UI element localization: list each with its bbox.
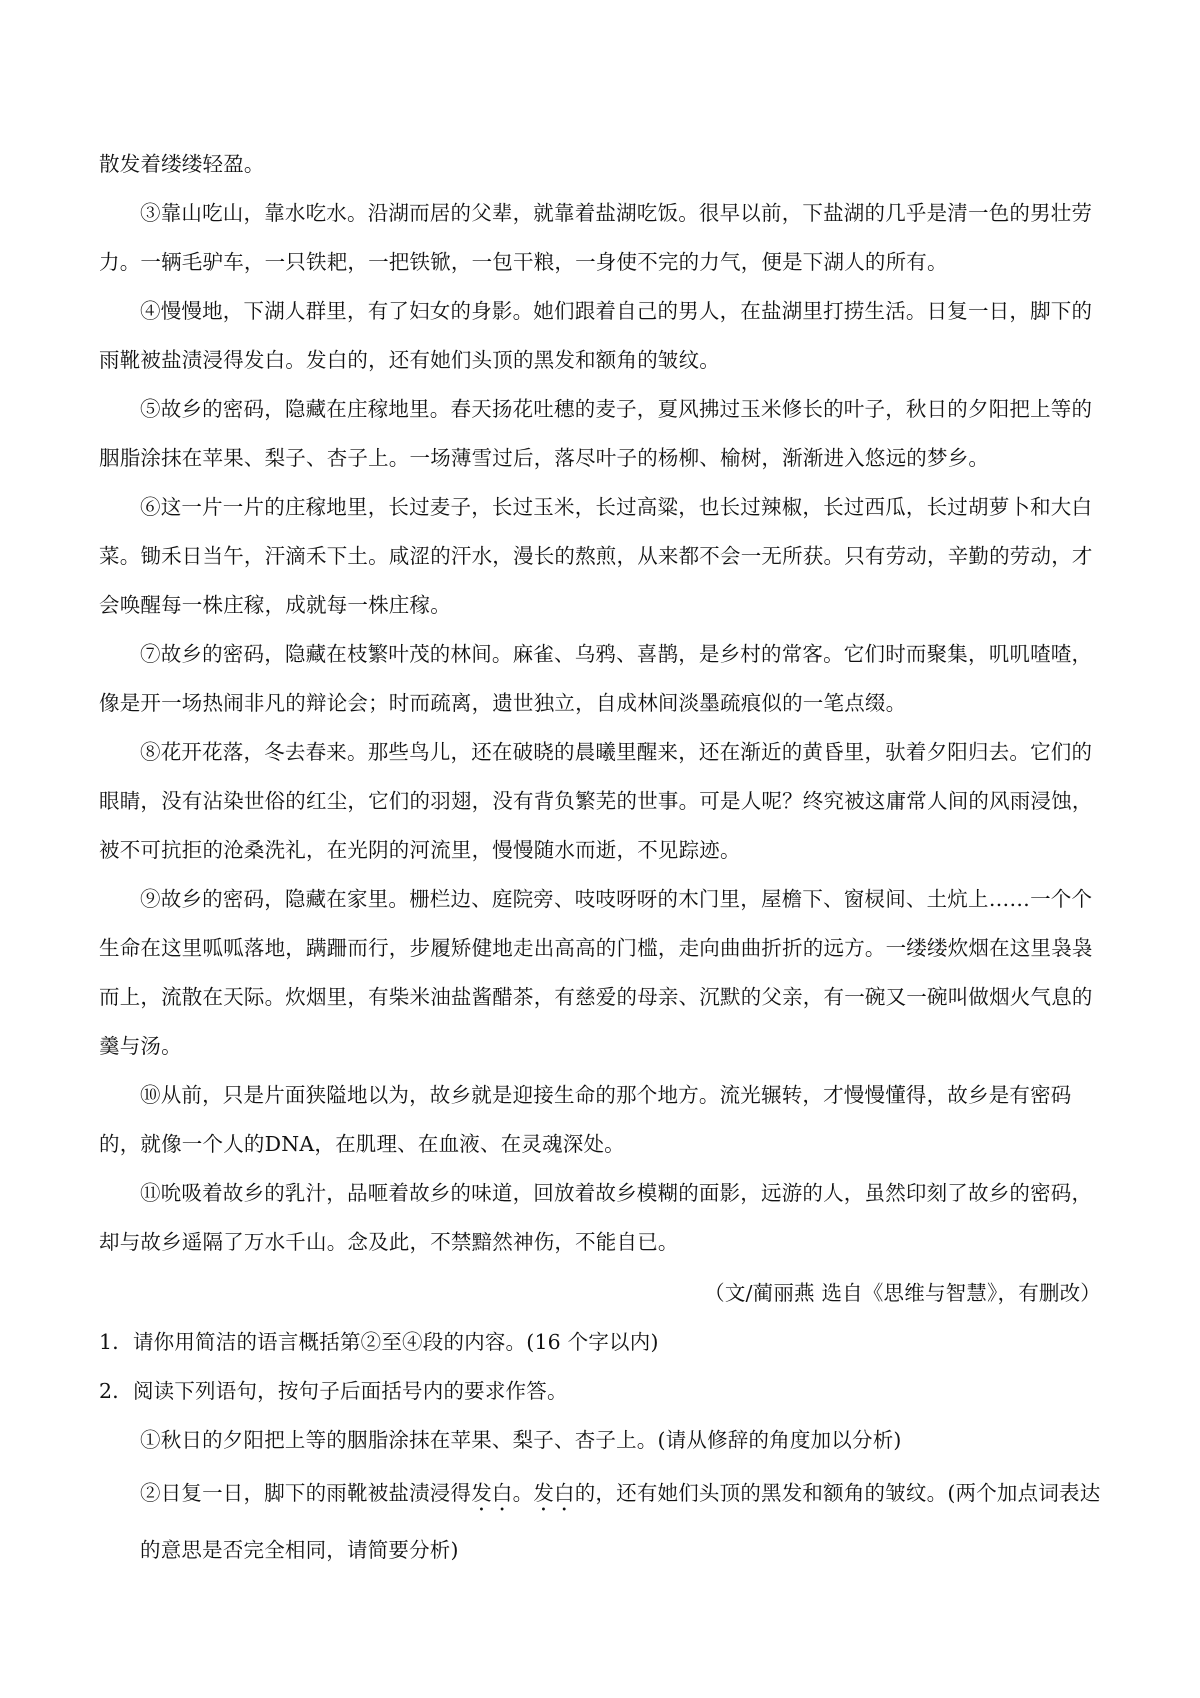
source-citation: （文/蔺丽燕 选自《思维与智慧》，有删改） xyxy=(704,1281,1101,1305)
paragraph-4: ④慢慢地，下湖人群里，有了妇女的身影。她们跟着自己的男人，在盐湖里打捞生活。日复一日，脚下的雨靴被盐渍浸得发白。发白的，还有她们头顶的黑发和额角的皱纹。 xyxy=(99,299,1093,372)
paragraph-10: ⑩从前，只是片面狭隘地以为，故乡就是迎接生命的那个地方。流光辗转，才慢慢懂得，故乡是有密码的，就像一个人的DNA，在肌理、在血液、在灵魂深处。 xyxy=(99,1083,1072,1156)
paragraph-3: ③靠山吃山，靠水吃水。沿湖而居的父辈，就靠着盐湖吃饭。很早以前，下盐湖的几乎是清一色的男壮劳力。一辆毛驴车，一只铁耙，一把铁锨，一包干粮，一身使不完的力气，便是下湖人的所有。 xyxy=(99,201,1093,274)
question-2-item-2 xyxy=(99,1465,1101,1579)
emphasized-word-1: 发白 xyxy=(471,1481,513,1505)
paragraph-2-tail: 散发着缕缕轻盈。 xyxy=(99,152,265,176)
paragraph-7: ⑦故乡的密码，隐藏在枝繁叶茂的林间。麻雀、乌鸦、喜鹊，是乡村的常客。它们时而聚集，叽叽喳喳，像是开一场热闹非凡的辩论会；时而疏离，遗世独立，自成林间淡墨疏痕似的一笔点缀。 xyxy=(99,642,1093,715)
question-2-item-1: ①秋日的夕阳把上等的胭脂涂抹在苹果、梨子、杏子上。(请从修辞的角度加以分析) xyxy=(140,1428,902,1452)
question-2: 2．阅读下列语句，按句子后面括号内的要求作答。 xyxy=(99,1379,568,1403)
paragraph-6: ⑥这一片一片的庄稼地里，长过麦子，长过玉米，长过高粱，也长过辣椒，长过西瓜，长过胡萝卜和大白菜。锄禾日当午，汗滴禾下土。咸涩的汗水，漫长的熬煎，从来都不会一无所获。只有劳动，辛勤的劳动，才会唤醒每一株庄稼，成就每一株庄稼。 xyxy=(99,495,1093,617)
q2-2-part-a: ②日复一日，脚下的雨靴被盐渍浸得 xyxy=(140,1481,472,1505)
paragraph-9: ⑨故乡的密码，隐藏在家里。栅栏边、庭院旁、吱吱呀呀的木门里，屋檐下、窗棂间、土炕上……一个个生命在这里呱呱落地，蹒跚而行，步履矫健地走出高高的门槛，走向曲曲折折的远方。一缕缕炊烟在这里袅袅而上，流散在天际。炊烟里，有柴米油盐酱醋茶，有慈爱的母亲、沉默的父亲，有一碗又一碗叫做烟火气息的羹与汤。 xyxy=(99,887,1093,1058)
q2-2-part-c: 的，还有她们头顶的黑发和额角的皱纹。(两个加点词表达的意思是否完全相同，请简要分析) xyxy=(140,1481,1101,1562)
emphasized-word-2: 发白 xyxy=(533,1481,575,1505)
paragraph-8: ⑧花开花落，冬去春来。那些鸟儿，还在破晓的晨曦里醒来，还在渐近的黄昏里，驮着夕阳归去。它们的眼睛，没有沾染世俗的红尘，它们的羽翅，没有背负繁芜的世事。可是人呢？终究被这庸常人间的风雨浸蚀，被不可抗拒的沧桑洗礼，在光阴的河流里，慢慢随水而逝，不见踪迹。 xyxy=(99,740,1093,862)
paragraph-5: ⑤故乡的密码，隐藏在庄稼地里。春天扬花吐穗的麦子，夏风拂过玉米修长的叶子，秋日的夕阳把上等的胭脂涂抹在苹果、梨子、杏子上。一场薄雪过后，落尽叶子的杨柳、榆树，渐渐进入悠远的梦乡。 xyxy=(99,397,1093,470)
question-1: 1．请你用简洁的语言概括第②至④段的内容。(16 个字以内) xyxy=(99,1330,659,1354)
document-page xyxy=(99,140,1101,1579)
q2-2-part-b: 。 xyxy=(512,1481,534,1505)
paragraph-11: ⑪吮吸着故乡的乳汁，品咂着故乡的味道，回放着故乡模糊的面影，远游的人，虽然印刻了故乡的密码，却与故乡遥隔了万水千山。念及此，不禁黯然神伤，不能自已。 xyxy=(99,1181,1093,1254)
